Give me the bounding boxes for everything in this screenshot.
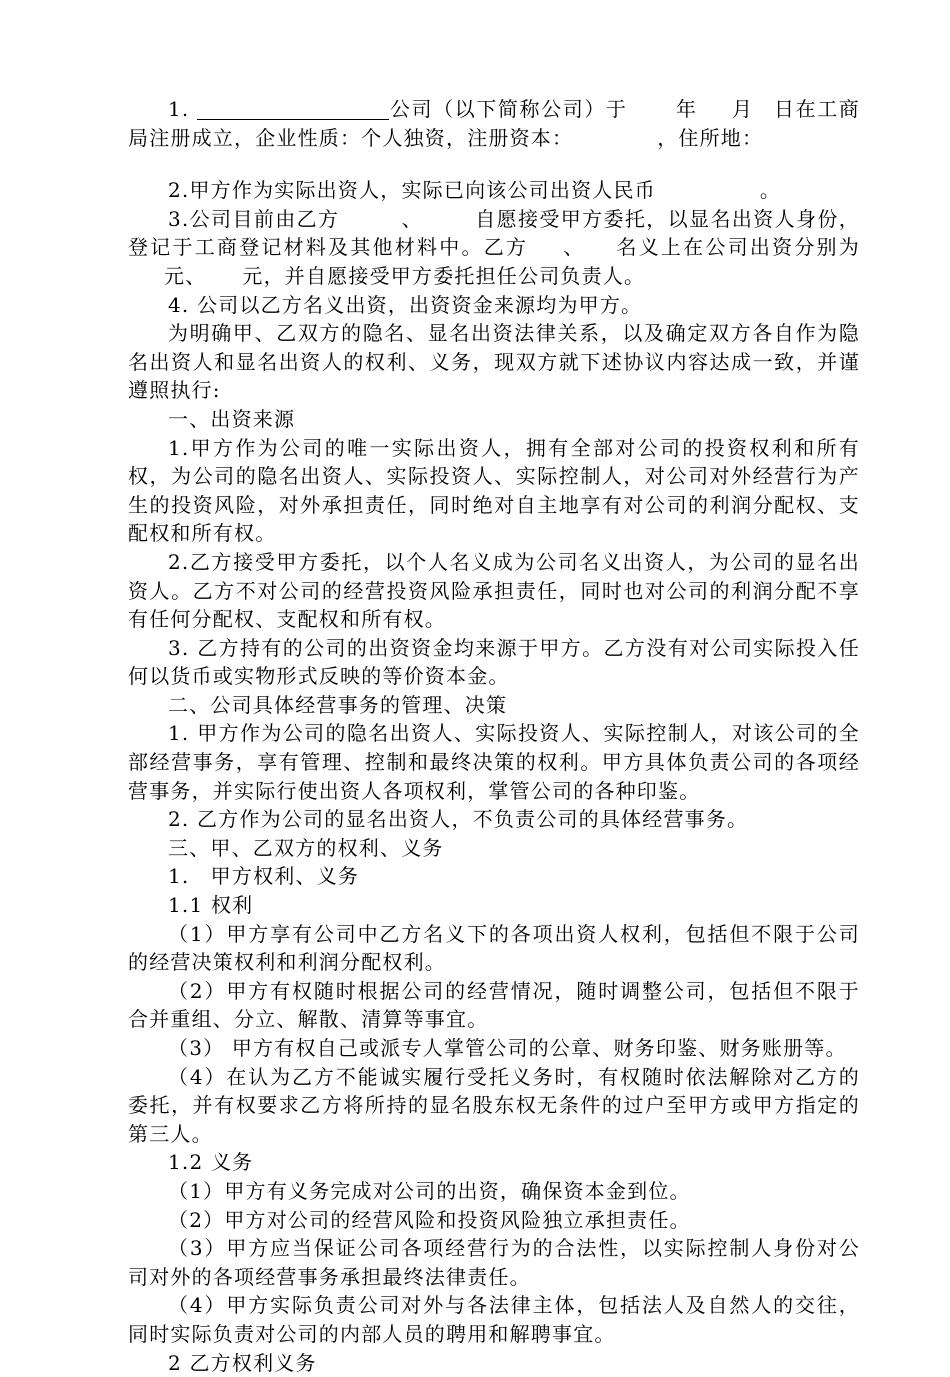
- subheading-party-b: 2 乙方权利义务: [168, 1350, 317, 1375]
- subheading-obligations: 1.2 义务: [168, 1150, 254, 1175]
- clause-1-3: 3. 乙方持有的公司的出资资金均来源于甲方。乙方没有对公司实际投入任何以货币或实物形式反映的等价资本金。: [128, 635, 860, 689]
- obligation-2: （2）甲方对公司的经营风险和投资风险独立承担责任。: [168, 1207, 691, 1232]
- right-1: （1）甲方享有公司中乙方名义下的各项出资人权利，包括但不限于公司的经营决策权利和利润分配权利。: [128, 921, 860, 975]
- paragraph-funding-source: 4. 公司以乙方名义出资，出资资金来源均为甲方。: [168, 292, 643, 317]
- document-page: [128, 95, 860, 1377]
- right-3: （3） 甲方有权自己或派专人掌管公司的公章、财务印鉴、财务账册等。: [168, 1036, 847, 1060]
- subheading-rights: 1.1 权利: [168, 893, 254, 918]
- clause-1-1: 1.甲方作为公司的唯一实际出资人，拥有全部对公司的投资权利和所有权，为公司的隐名出资人、实际投资人、实际控制人，对公司对外经营行为产生的投资风险，对外承担责任，同时绝对自主地享有对公司的利润分配权、支配权和所有权。: [128, 435, 860, 546]
- obligation-4: （4）甲方实际负责公司对外与各法律主体，包括法人及自然人的交往，同时实际负责对公司的内部人员的聘用和解聘事宜。: [128, 1293, 860, 1346]
- item-number: 1.: [168, 97, 190, 121]
- section-heading-1: 一、出资来源: [168, 406, 296, 431]
- company-name-blank: [197, 99, 389, 120]
- right-2: （2）甲方有权随时根据公司的经营情况，随时调整公司，包括但不限于合并重组、分立、解散、清算等事宜。: [128, 978, 860, 1032]
- subheading-party-a: 1. 甲方权利、义务: [168, 864, 360, 889]
- paragraph-preamble: 为明确甲、乙双方的隐名、显名出资法律关系，以及确定双方各自作为隐名出资人和显名出资人的权利、义务，现双方就下述协议内容达成一致，并谨遵照执行:: [128, 321, 860, 403]
- clause-2-1: 1. 甲方作为公司的隐名出资人、实际投资人、实际控制人，对该公司的全部经营事务，享有管理、控制和最终决策的权利。甲方具体负责公司的各项经营事务，并实际行使出资人各项权利，掌管公司的各种印鉴。: [128, 721, 860, 803]
- paragraph-company-registration: 1. 公司（以下简称公司）于 年 月 日在工商局注册成立，企业性质：个人独资，注册资本： ，住所地：: [128, 97, 861, 150]
- obligation-3: （3）甲方应当保证公司各项经营行为的合法性，以实际控制人身份对公司对外的各项经营事务承担最终法律责任。: [128, 1236, 860, 1289]
- clause-2-2: 2. 乙方作为公司的显名出资人，不负责公司的具体经营事务。: [168, 807, 749, 832]
- paragraph-nominee-registration: 3.公司目前由乙方 、 自愿接受甲方委托，以显名出资人身份，登记于工商登记材料及其他材料中。乙方 、 名义上在公司出资分别为元、 元，并自愿接受甲方委托担任公司负责人。: [128, 206, 861, 288]
- section-heading-3: 三、甲、乙双方的权利、义务: [168, 835, 444, 860]
- clause-1-2: 2.乙方接受甲方委托，以个人名义成为公司名义出资人，为公司的显名出资人。乙方不对公司的经营投资风险承担责任，同时也对公司的利润分配不享有任何分配权、支配权和所有权。: [128, 549, 860, 632]
- section-heading-2: 二、公司具体经营事务的管理、决策: [168, 692, 508, 717]
- right-4: （4）在认为乙方不能诚实履行受托义务时，有权随时依法解除对乙方的委托，并有权要求乙方将所持的显名股东权无条件的过户至甲方或甲方指定的第三人。: [128, 1064, 860, 1146]
- obligation-1: （1）甲方有义务完成对公司的出资，确保资本金到位。: [168, 1178, 691, 1203]
- paragraph-investment-amount: 2.甲方作为实际出资人，实际已向该公司出资人民币 。: [168, 178, 782, 203]
